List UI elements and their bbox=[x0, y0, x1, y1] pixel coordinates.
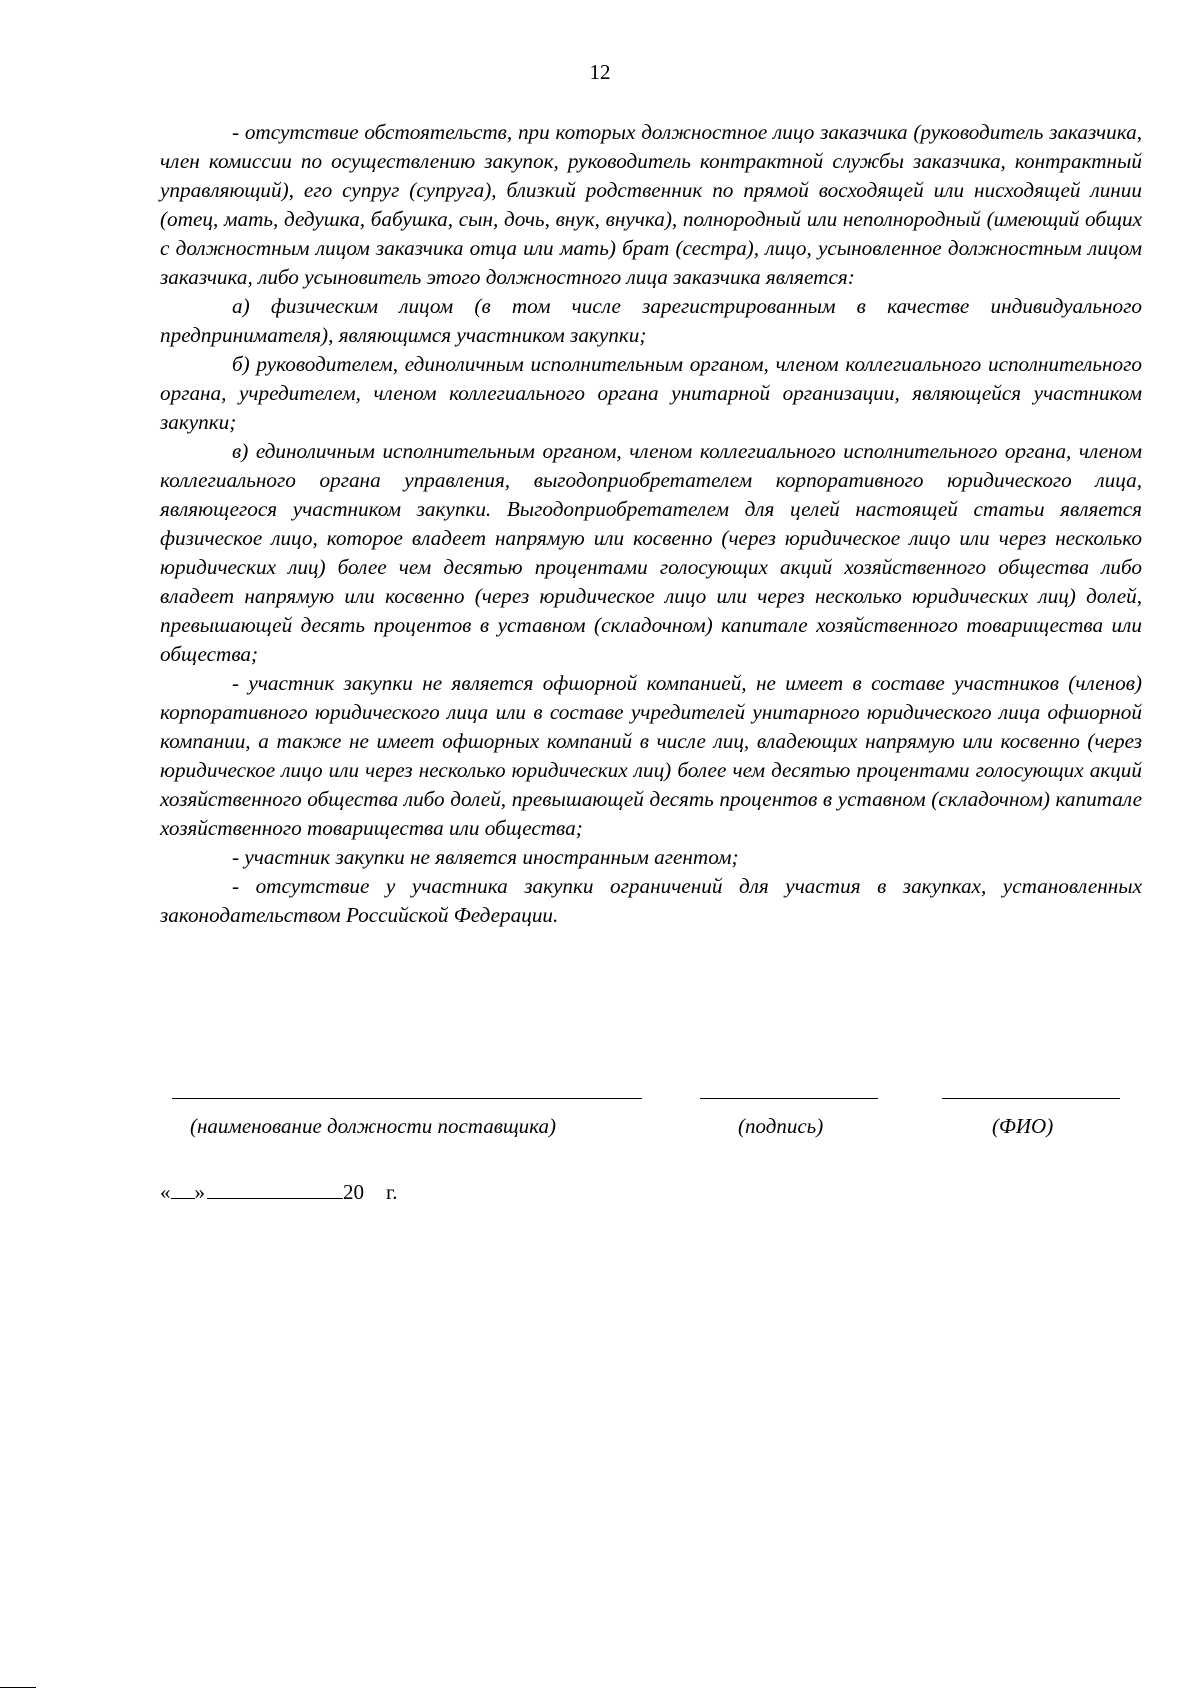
month-blank bbox=[207, 1180, 343, 1199]
paragraph-item-b: б) руководителем, единоличным исполнительным органом, членом коллегиального исполнительного органа, учредителем, членом коллегиального органа унитарной организации, являющейся участником закупки; bbox=[160, 352, 1142, 434]
year-suffix: г. bbox=[386, 1180, 398, 1204]
signature-block bbox=[0, 1098, 1200, 1158]
day-blank bbox=[171, 1180, 195, 1199]
signature-line bbox=[700, 1098, 878, 1099]
page-number: 12 bbox=[589, 60, 611, 84]
paragraph-offshore: - участник закупки не является офшорной компанией, не имеет в составе участников (членов) корпоративного юридического лица или в составе учредителей унитарного юридического лица офшорной компании, а также не имеет офшорных компаний в числе лиц, владеющих напрямую или косвенно (через юридическое лицо или через несколько юридических лиц) более чем десятью процентами голосующих акций хозяйственного общества либо долей, превышающей десять процентов в уставном (складочном) капитале хозяйственного товарищества или общества; bbox=[160, 671, 1142, 840]
date-open-quote: « bbox=[160, 1180, 171, 1204]
paragraph-conditions-intro: - отсутствие обстоятельств, при которых должностное лицо заказчика (руководитель заказчика, член комиссии по осуществлению закупок, руководитель контрактной службы заказчика, контрактный управляющий), его супруг (супруга), близкий родственник по прямой восходящей или нисходящей линии (отец, мать, дедушка, бабушка, сын, дочь, внук, внучка), полнородный или неполнородный (имеющий общих с должностным лицом заказчика отца или мать) брат (сестра), лицо, усыновленное должностным лицом заказчика, либо усыновитель этого должностного лица заказчика является: bbox=[160, 120, 1142, 289]
position-caption: (наименование должности поставщика) bbox=[190, 1114, 556, 1138]
name-signature-line bbox=[942, 1098, 1120, 1099]
scan-edge-mark bbox=[0, 1687, 36, 1688]
paragraph-item-a: а) физическим лицом (в том числе зарегистрированным в качестве индивидуального предпринимателя), являющимся участником закупки; bbox=[160, 294, 1142, 347]
paragraph-restrictions: - отсутствие у участника закупки ограничений для участия в закупках, установленных законодательством Российской Федерации. bbox=[160, 874, 1142, 927]
document-body bbox=[160, 118, 1142, 930]
signature-caption: (подпись) bbox=[738, 1114, 824, 1138]
date-line bbox=[160, 1180, 398, 1205]
paragraph-item-v: в) единоличным исполнительным органом, членом коллегиального исполнительного органа, членом коллегиального органа управления, выгодоприобретателем корпоративного юридического лица, являющегося участником закупки. Выгодоприобретателем для целей настоящей статьи является физическое лицо, которое владеет напрямую или косвенно (через юридическое лицо или через несколько юридических лиц) более чем десятью процентами голосующих акций хозяйственного общества либо владеет напрямую или косвенно (через юридическое лицо или через несколько юридических лиц) долей, превышающей десять процентов в уставном (складочном) капитале хозяйственного товарищества или общества; bbox=[160, 439, 1142, 666]
date-close-quote: » bbox=[194, 1180, 205, 1204]
year-prefix: 20 bbox=[343, 1180, 364, 1204]
paragraph-foreign-agent: - участник закупки не является иностранным агентом; bbox=[232, 845, 739, 869]
position-signature-line bbox=[172, 1098, 642, 1099]
name-caption: (ФИО) bbox=[992, 1114, 1054, 1138]
